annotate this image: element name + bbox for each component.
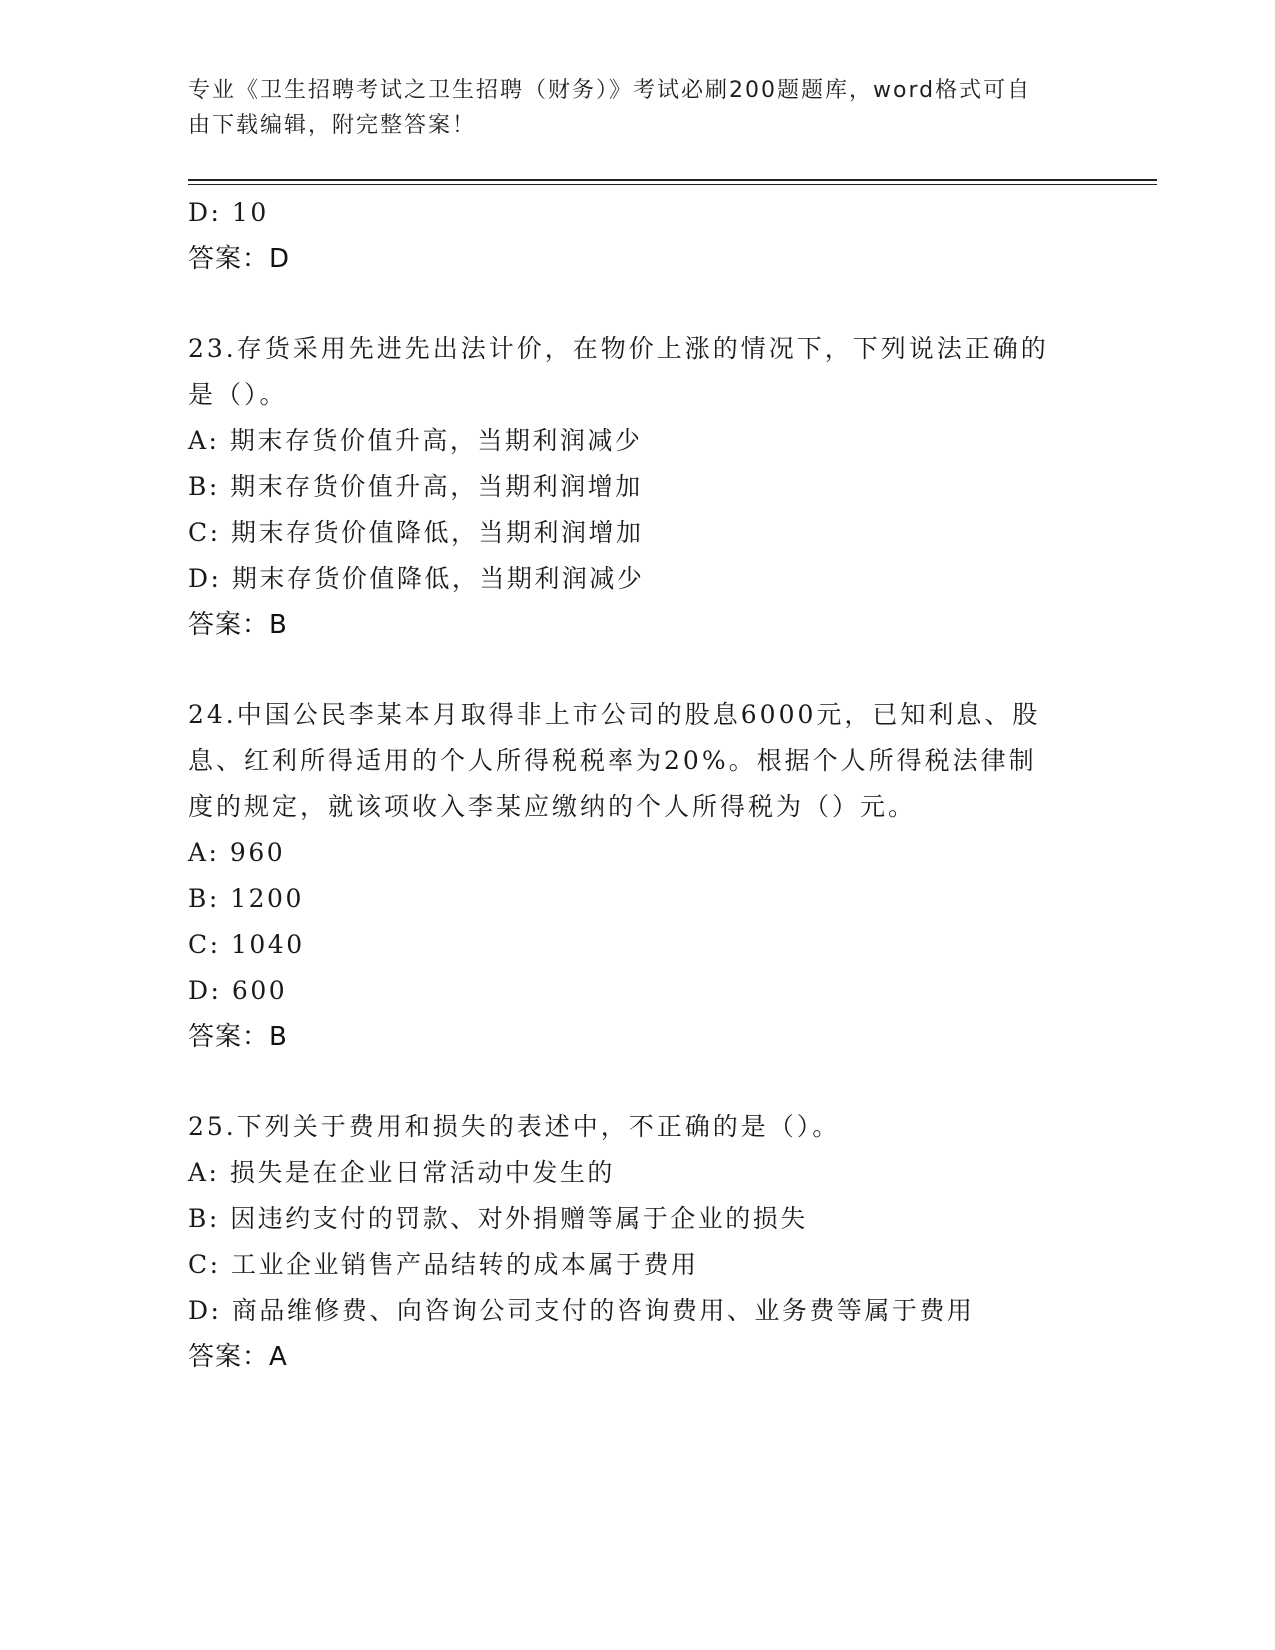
option-d: D: 商品维修费、向咨询公司支付的咨询费用、业务费等属于费用: [188, 1296, 975, 1325]
question-25: [188, 1104, 1088, 1380]
question-stem-line: 25.下列关于费用和损失的表述中，不正确的是（）。: [188, 1112, 841, 1141]
header-divider: [188, 179, 1157, 185]
question-23: [188, 326, 1088, 648]
answer: 答案：B: [188, 1022, 288, 1052]
prev-option-d: D: 10: [188, 198, 269, 227]
answer: 答案：B: [188, 610, 288, 640]
question-stem-line: 是（）。: [188, 380, 288, 409]
option-a: A: 损失是在企业日常活动中发生的: [188, 1158, 615, 1187]
question-24: [188, 692, 1088, 1060]
page-header: [188, 73, 1088, 143]
option-a: A: 期末存货价值升高，当期利润减少: [188, 426, 643, 455]
option-b: B: 1200: [188, 884, 304, 913]
question-content: [188, 190, 1088, 1380]
question-stem-line: 24.中国公民李某本月取得非上市公司的股息6000元，已知利息、股: [188, 700, 1041, 729]
question-stem-line: 度的规定，就该项收入李某应缴纳的个人所得税为（）元。: [188, 792, 917, 821]
option-b: B: 期末存货价值升高，当期利润增加: [188, 472, 643, 501]
option-c: C: 工业企业销售产品结转的成本属于费用: [188, 1250, 699, 1279]
option-b: B: 因违约支付的罚款、对外捐赠等属于企业的损失: [188, 1204, 808, 1233]
question-stem-line: 23.存货采用先进先出法计价，在物价上涨的情况下，下列说法正确的: [188, 334, 1049, 363]
question-stem-line: 息、红利所得适用的个人所得税税率为20%。根据个人所得税法律制: [188, 746, 1037, 775]
prev-answer: 答案：D: [188, 244, 291, 274]
option-c: C: 期末存货价值降低，当期利润增加: [188, 518, 644, 547]
option-d: D: 期末存货价值降低，当期利润减少: [188, 564, 645, 593]
option-d: D: 600: [188, 976, 288, 1005]
header-line-1: 专业《卫生招聘考试之卫生招聘（财务）》考试必刷200题题库，word格式可自: [188, 78, 1032, 103]
option-a: A: 960: [188, 838, 286, 867]
option-c: C: 1040: [188, 930, 305, 959]
answer: 答案：A: [188, 1342, 288, 1372]
header-line-2: 由下载编辑，附完整答案！: [188, 113, 477, 138]
